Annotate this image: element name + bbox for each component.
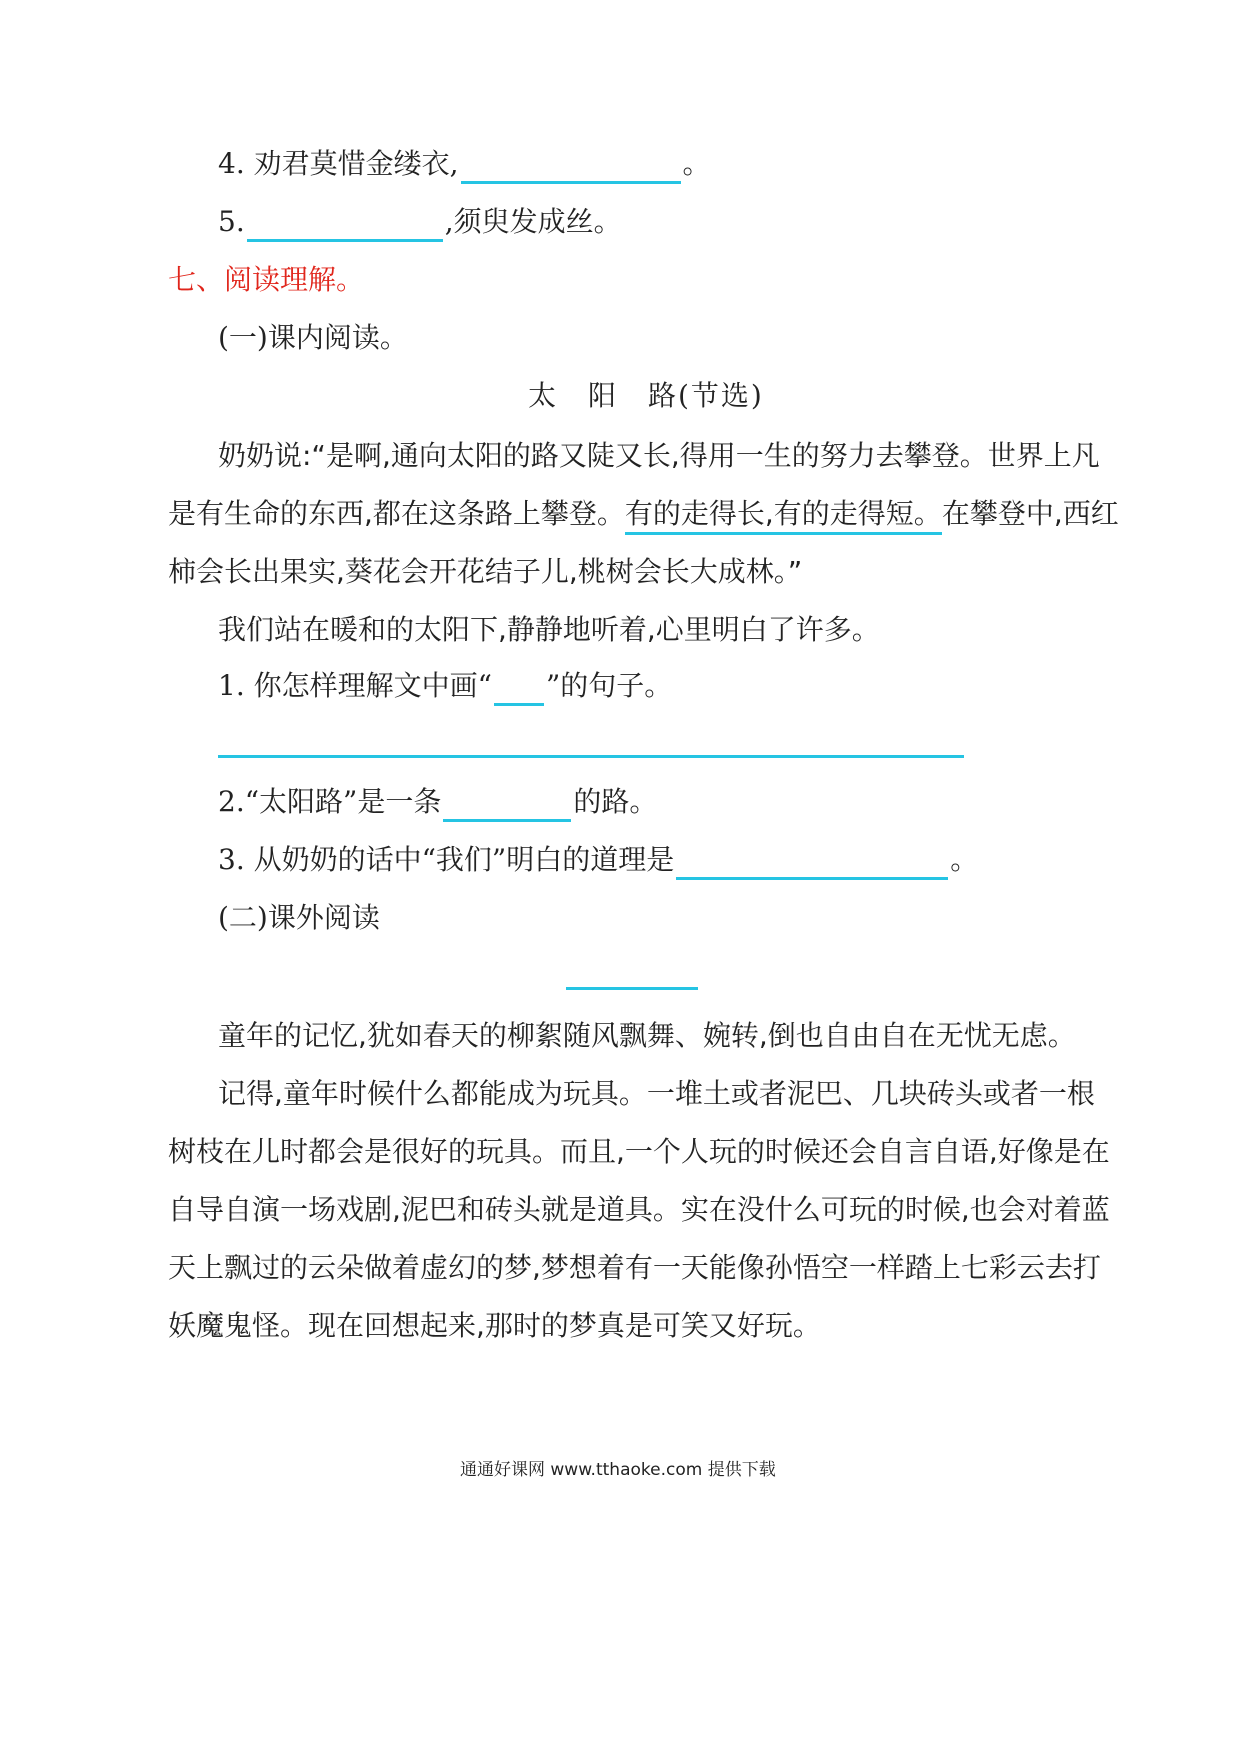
question-1-prefix: 1. 你怎样理解文中画“	[218, 669, 492, 702]
question-1-answer-line[interactable]	[218, 755, 964, 758]
poem-item-5-prefix: 5.	[218, 205, 245, 238]
question-1-suffix: ”的句子。	[545, 669, 673, 702]
question-3-prefix: 3. 从奶奶的话中“我们”明白的道理是	[218, 843, 675, 876]
passage-p2: 我们站在暖和的太阳下,静静地听着,心里明白了许多。	[218, 613, 880, 646]
passage-p1-line3: 柿会长出果实,葵花会开花结子儿,桃树会长大成林。”	[168, 555, 803, 588]
poem-item-4-blank[interactable]	[461, 151, 681, 184]
question-1-marker	[494, 673, 544, 706]
part2-heading: (二)课外阅读	[218, 901, 380, 934]
part1-heading: (一)课内阅读。	[218, 321, 408, 354]
poem-item-4-prefix: 4. 劝君莫惜金缕衣,	[218, 147, 459, 180]
passage-p1-line2	[168, 494, 1119, 534]
poem-item-5-suffix: ,须臾发成丝。	[444, 205, 622, 238]
question-2	[218, 782, 657, 822]
ext-passage-p2-line3: 自导自演一场戏剧,泥巴和砖头就是道具。实在没什么可玩的时候,也会对着蓝	[168, 1193, 1110, 1226]
ext-passage-p2-line2: 树枝在儿时都会是很好的玩具。而且,一个人玩的时候还会自言自语,好像是在	[168, 1135, 1110, 1168]
ext-passage-p1: 童年的记忆,犹如春天的柳絮随风飘舞、婉转,倒也自由自在无忧无虑。	[218, 1019, 1076, 1052]
question-2-suffix: 的路。	[573, 785, 658, 818]
passage-title-blank[interactable]	[566, 987, 698, 990]
passage-p1-line2-a: 是有生命的东西,都在这条路上攀登。	[168, 497, 625, 530]
ext-passage-p2-line4: 天上飘过的云朵做着虚幻的梦,梦想着有一天能像孙悟空一样踏上七彩云去打	[168, 1251, 1101, 1284]
question-3-blank[interactable]	[676, 847, 948, 880]
poem-item-4	[218, 144, 711, 184]
question-3-suffix: 。	[950, 843, 979, 876]
poem-item-4-suffix: 。	[682, 147, 711, 180]
question-2-blank[interactable]	[443, 789, 571, 822]
passage-underlined-sentence: 有的走得长,有的走得短。	[625, 497, 942, 535]
footer-credit: 通通好课网 www.tthaoke.com 提供下载	[460, 1460, 776, 1480]
ext-passage-p2-line5: 妖魔鬼怪。现在回想起来,那时的梦真是可笑又好玩。	[168, 1309, 821, 1342]
ext-passage-p2-line1: 记得,童年时候什么都能成为玩具。一堆土或者泥巴、几块砖头或者一根	[218, 1077, 1095, 1110]
section-heading-reading: 七、阅读理解。	[168, 263, 365, 296]
passage-p1-line2-b: 在攀登中,西红	[941, 497, 1119, 530]
passage-p1-line1: 奶奶说:“是啊,通向太阳的路又陡又长,得用一生的努力去攀登。世界上凡	[218, 439, 1100, 472]
question-3	[218, 840, 978, 880]
poem-item-5	[218, 202, 622, 242]
poem-item-5-blank[interactable]	[247, 209, 443, 242]
question-1	[218, 666, 672, 706]
question-2-prefix: 2.“太阳路”是一条	[218, 785, 442, 818]
passage-title: 太 阳 路(节选)	[528, 379, 764, 412]
